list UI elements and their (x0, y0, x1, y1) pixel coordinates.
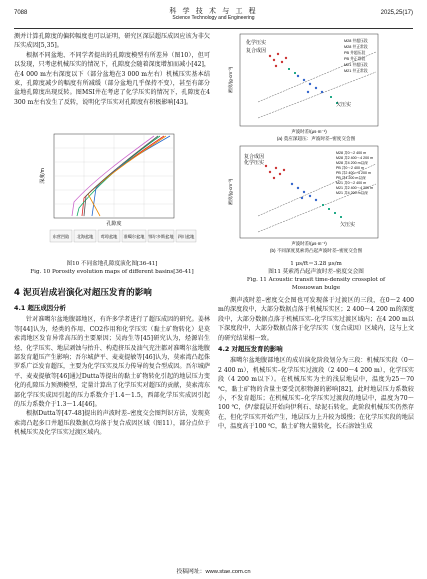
figure-10 (14, 128, 210, 276)
page-number: 7088 (14, 10, 28, 16)
legend-item: 准噶尔盆地 (123, 234, 145, 239)
region-label: 化学压实 (244, 160, 265, 166)
legend-item: M28 井超压段 (344, 39, 368, 43)
legend-item: M21 井4 200 m以深 (336, 191, 368, 195)
legend-item: M21 井0～2 400 m (336, 181, 367, 185)
porosity-chart (14, 128, 210, 256)
legend-item: PB 井4 200 m以深 (336, 176, 366, 180)
y-axis-label: 深度/m (40, 168, 46, 184)
region-label: 复合成因 (246, 48, 267, 54)
legend-item: M21 井超压段 (344, 63, 368, 67)
region-label: 欠压实 (340, 222, 356, 228)
legend-item: M21 井2 400～4 200 m (336, 186, 374, 190)
legend-item: PB 井0～2 400 m (336, 166, 364, 170)
journal-title-cn: 科 学 技 术 与 工 程 (169, 7, 258, 15)
crossplot-chart (218, 32, 414, 256)
region-label: 化学压实 (246, 40, 267, 46)
legend-item: M28 井2 400～4 200 m (336, 156, 374, 160)
legend-item: M28 井4 200 m以深 (336, 161, 368, 165)
paragraph: 准噶尔盆地腹部地区的成岩演化阶段划分为三段：机械压实段（0～2 400 m），机械压实–化学压实过渡段（2 400～4 200 m），化学压实段（4 200 m以下）。在机械压实为主的浅层地层中，温度为25～70 ℃，黏土矿物的含量主要受沉积物源的影响[82]，此时地层压力系数较小，不发育超压；在机械压实–化学压实过渡段的地层中，温度为70～100 ℃，伊/蒙混层开始向伊利石、绿泥石转化，此阶段机械压实仍然存在，但化学压实开始产生，地层压力上升较为缓慢；在化学压实段的地层中，温度高于100 ℃，黏土矿物大量转化，长石溶蚀生成 (218, 357, 414, 431)
issue-info: 2025,25(17) (380, 10, 413, 16)
legend-item: 北海盆地 (76, 234, 94, 239)
paragraph: 测声波时差–密度交会图也可发现落于过渡区的三段，在0～2 400 m的深度段中，大部分数据点落于机械压实区；2 400～4 200 m的深度段中，大部分数据点落于机械压实–化学压实过渡区域内；在4 200 m以下深度段中，大部分数据点落于化学压实（复合成因）区域内，这与上文的研究结果相一致。 (218, 297, 414, 342)
figure-11 (218, 32, 414, 292)
paragraph: 根据Dutta等[47-48]提出的声波时差–密度交会图判识方法，发现莫索湾凸起多口井超压段数据点均落于复合成因区域（图11），部分点位于机械压实及化学压实过渡区域内。 (14, 410, 210, 437)
journal-title-en: Science Technology and Engineering (172, 15, 255, 21)
region-label: 欠压实 (336, 102, 352, 108)
figure-10-caption-en: Fig. 10 Porosity evolution maps of different basins[36-41] (30, 269, 194, 275)
left-column-bottom (14, 302, 210, 438)
x-axis-label: 声波时差/(μs·m⁻¹) (291, 129, 327, 134)
figure-11-caption-cn: 图11 莫索湾凸起声波时差–密度交会图 (268, 269, 364, 275)
legend-item: 东营凹陷 (52, 234, 70, 239)
y-axis-label: 密度/(g·cm⁻³) (228, 66, 233, 94)
legend-item: 四川盆地 (177, 234, 195, 239)
paragraph: 针对准噶尔盆地腹部地区，有许多学者进行了超压成因的研究。姜林等[44]认为，烃类的作用、CO2作用和化学压实（黏土矿物转化）是莫索湾地区发育异常高压的主要原因；吴海生等[45]研究认为，烃源岩生烃、化学压实、地层剥蚀与抬升、构造挤压及油气充注都对准噶尔盆地腹部发育超压产生影响；吾尔城萨平、麦麦提敏等[46]认为，莫索湾凸起侏罗系广泛发育超压，主要为化学压实及压力传导的复合型成因。吾尔城萨平、麦麦提敏等[46]通过Dutta等提出的黏土矿物转化引起的地层压力变化的孔隙压力预测模型，定量计算出了化学压实对超压的贡献，莫索湾东部化学压实成因引起的压力系数介于1.4～1.5，西部化学压实成因引起的压力系数介于1.3～1.4[46]。 (14, 316, 210, 409)
header-rule (14, 28, 413, 29)
legend-item: PB 井超压段 (344, 51, 366, 55)
left-column-top (14, 32, 210, 107)
legend-item: PB 井正常段 (344, 57, 366, 61)
subsection-heading: 4.1 超压成因分析 (14, 304, 66, 312)
legend-item: M28 井0～2 400 m (336, 151, 367, 155)
panel-b-label: (b) 不同深度莫索湾凸起声波时差–密度交会图 (269, 248, 363, 253)
figure-10-caption-cn: 图10 不同盆地孔隙度演化图[36-41] (66, 261, 158, 267)
legend-item: M21 井正常段 (344, 69, 368, 73)
section-heading: 4 泥页岩成岩演化对超压发育的影响 (14, 288, 152, 298)
paragraph: 测并计算孔隙度的偏转幅度也可以证明，研究区深层超压成因应该为非欠压实成因[5,35]。 (14, 33, 210, 50)
region-label: 复合成因 (244, 154, 265, 160)
y-axis-label: 密度/(g·cm⁻³) (228, 178, 233, 206)
units-note: 1 μs/ft＝3.28 μs/m (290, 261, 342, 267)
x-axis-label: 孔隙度 (106, 221, 122, 227)
paragraph: 根据不同盆地、不同学者提出的孔隙度模型有所差异（图10），但可以发现，只考虑机械压实的情况下，孔隙度会随着深度增加而减小[42]，在4 000 m左右深度以下（部分盆地在3 000 m左右）机械压实基本结束，孔隙度减少的幅度有所减缓（部分盆地几乎保持不变），甚至有部分盆地孔隙度出现反转。图MSI井在考虑了化学压实的情况下，孔隙度在4 300 m左右发生了反转，说明化学压实对孔隙度有积极影响[43]。 (14, 51, 210, 106)
panel-a-label: (a) 莫应深超压：声波时差–密度交会图 (276, 136, 356, 141)
legend-item: 莺琼盆地 (100, 234, 118, 239)
right-column-text (218, 296, 414, 432)
figure-11-caption-en-2: Mosuowan bulge (291, 285, 341, 291)
legend-item: 鄂尔多斯盆地 (148, 234, 174, 239)
page-footer: 投稿网址：www.stae.com.cn (176, 569, 251, 575)
legend-item: M28 井正常段 (344, 45, 368, 49)
figure-11-caption-en: Fig. 11 Acoustic transit time-density crossplot of (246, 277, 386, 283)
page-header (14, 6, 413, 28)
subsection-heading: 4.2 对超压发育的影响 (218, 345, 283, 354)
legend-item: PB 井2 400～4 200 m (336, 171, 371, 175)
x-axis-label: 声波时差/(μs·m⁻¹) (291, 241, 327, 246)
